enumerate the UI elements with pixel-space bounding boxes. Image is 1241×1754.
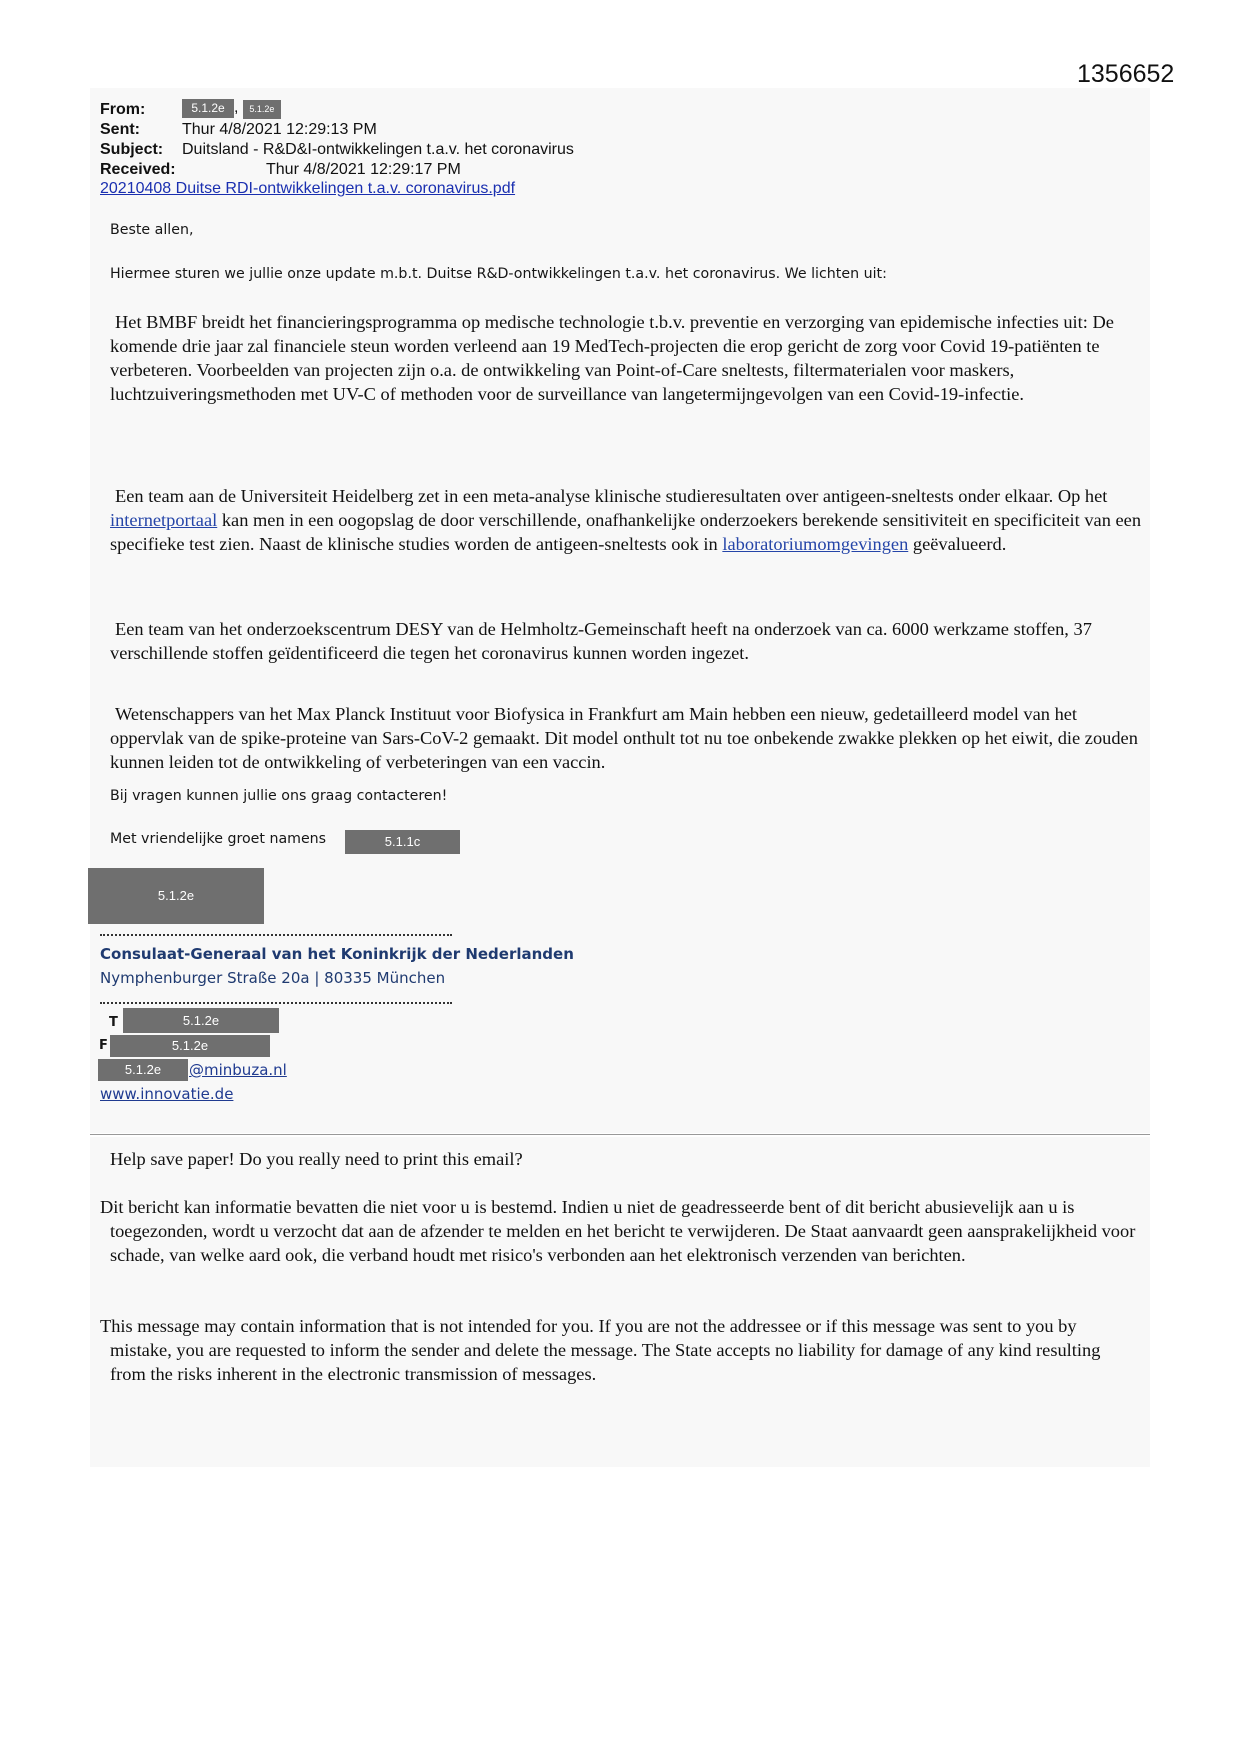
from-redaction-2: 5.1.2e (243, 100, 281, 119)
from-value (182, 98, 281, 119)
paragraph-heidelberg-part-2: kan men in een oogopslag de door verschillende, onafhankelijke onderzoekers berekende sensitiviteit en specificiteit van een specifieke test zien. Naast de klinische studies worden de antigeen-sneltests ook in (110, 510, 1142, 554)
laboratoriumomgevingen-link[interactable]: laboratoriumomgevingen (722, 534, 909, 554)
from-separator: , (234, 99, 239, 116)
document-number: 1356652 (1077, 60, 1175, 88)
subject-label: Subject: (100, 141, 164, 158)
intro-text: Hiermee sturen we jullie onze update m.b.t. Duitse R&D-ontwikkelingen t.a.v. het coronavirus. We lichten uit: (110, 266, 887, 282)
organization-name: Consulaat-Generaal van het Koninkrijk der Nederlanden (100, 945, 574, 963)
paragraph-desy: Een team van het onderzoekscentrum DESY van de Helmholtz-Gemeinschaft heeft na onderzoek van ca. 6000 werkzame stoffen, 37 verschillende stoffen geïdentificeerd die tegen het coronavirus kunnen worden ingezet. (110, 619, 1092, 663)
phone-label: T (109, 1015, 118, 1030)
email-redaction: 5.1.2e (98, 1059, 188, 1081)
footer-divider (90, 1134, 1150, 1135)
received-label: Received: (100, 161, 176, 178)
closing-redaction: 5.1.1c (345, 830, 460, 854)
from-label: From: (100, 101, 146, 118)
greeting: Beste allen, (110, 222, 194, 238)
received-value: Thur 4/8/2021 12:29:17 PM (266, 161, 461, 178)
website-link[interactable]: www.innovatie.de (100, 1085, 234, 1103)
sent-value: Thur 4/8/2021 12:29:13 PM (182, 121, 377, 138)
fax-redaction: 5.1.2e (110, 1035, 270, 1057)
fax-label: F (99, 1038, 108, 1053)
closing-text: Met vriendelijke groet namens (110, 831, 327, 847)
signature-divider-bottom (100, 1002, 452, 1004)
subject-value: Duitsland - R&D&I-ontwikkelingen t.a.v. het coronavirus (182, 141, 574, 158)
organization-address: Nymphenburger Straße 20a | 80335 München (100, 969, 446, 987)
sent-label: Sent: (100, 121, 140, 138)
paragraph-bmbf: Het BMBF breidt het financieringsprogramma op medische technologie t.b.v. preventie en verzorging van epidemische infecties uit: De komende drie jaar zal financiele steun worden verleend aan 19 MedTech-projecten die erop gericht de zorg voor Covid 19-patiënten te verbeteren. Voorbeelden van projecten zijn o.a. de ontwikkeling van Point-of-Care sneltests, filtermaterialen voor maskers, luchtzuiveringsmethoden met UV-C of methoden voor de surveillance van langetermijngevolgen van een Covid-19-infectie. (110, 312, 1114, 404)
attachment-link[interactable]: 20210408 Duitse RDI-ontwikkelingen t.a.v. coronavirus.pdf (100, 180, 516, 197)
paragraph-max-planck: Wetenschappers van het Max Planck Instituut voor Biofysica in Frankfurt am Main hebben een nieuw, gedetailleerd model van het oppervlak van de spike-proteine van Sars-CoV-2 gemaakt. Dit model onthult tot nu toe onbekende zwakke plekken op het eiwit, die zouden kunnen leiden tot de ontwikkeling of verbeteringen van een vaccin. (110, 704, 1138, 772)
email-domain-link[interactable]: @minbuza.nl (189, 1061, 287, 1079)
signature-divider-top (100, 934, 452, 936)
phone-redaction: 5.1.2e (123, 1008, 279, 1033)
paragraph-heidelberg (110, 484, 1142, 556)
footer-background (90, 1137, 1150, 1467)
signature-name-redaction: 5.1.2e (88, 868, 264, 924)
paragraph-heidelberg-part-1: Een team aan de Universiteit Heidelberg zet in een meta-analyse klinische studieresultaten over antigeen-sneltests onder elkaar. Op het (115, 486, 1108, 506)
internetportaal-link[interactable]: internetportaal (110, 510, 218, 530)
save-paper-text: Help save paper! Do you really need to print this email? (110, 1149, 523, 1169)
questions-text: Bij vragen kunnen jullie ons graag contacteren! (110, 788, 448, 804)
paragraph-heidelberg-part-3: geëvalueerd. (912, 534, 1007, 554)
disclaimer-english: This message may contain information that is not intended for you. If you are not the addressee or if this message was sent to you by mistake, you are requested to inform the sender and delete the message. The State accepts no liability for damage of any kind resulting from the risks inherent in the electronic transmission of messages. (100, 1316, 1101, 1384)
from-redaction-1: 5.1.2e (182, 99, 234, 118)
disclaimer-dutch: Dit bericht kan informatie bevatten die niet voor u is bestemd. Indien u niet de geadresseerde bent of dit bericht abusievelijk aan u is toegezonden, wordt u verzocht dat aan de afzender te melden en het bericht te verwijderen. De Staat aanvaardt geen aansprakelijkheid voor schade, van welke aard ook, die verband houdt met risico's verbonden aan het elektronisch verzenden van berichten. (100, 1197, 1136, 1265)
